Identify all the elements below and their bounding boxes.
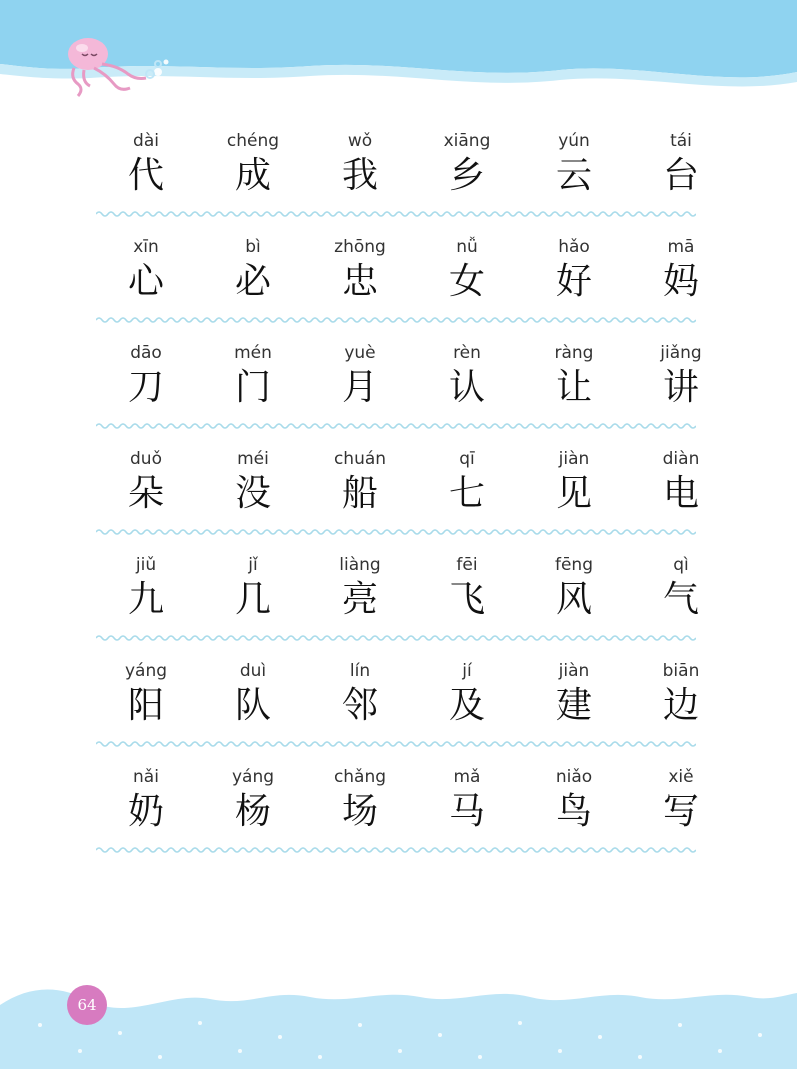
pinyin-label: rèn [453, 343, 481, 363]
pinyin-label: duì [239, 661, 267, 681]
character-row [96, 340, 702, 446]
hanzi-character: 气 [662, 579, 699, 620]
character-cell [631, 128, 731, 198]
character-cell [524, 128, 624, 198]
hanzi-character: 成 [234, 155, 271, 196]
hanzi-character: 七 [448, 473, 485, 514]
hanzi-character: 刀 [127, 367, 164, 408]
pinyin-label: yáng [124, 661, 168, 681]
character-cell [524, 340, 624, 410]
pinyin-label: hǎo [558, 237, 590, 257]
hanzi-character: 场 [341, 791, 378, 832]
pinyin-label: jiàn [558, 449, 590, 469]
character-cell [417, 128, 517, 198]
pinyin-label: qī [459, 449, 475, 469]
character-cell [96, 764, 196, 834]
hanzi-character: 阳 [127, 685, 164, 726]
character-cell [417, 658, 517, 728]
hanzi-character: 门 [234, 367, 271, 408]
character-cell [417, 340, 517, 410]
character-cell [96, 658, 196, 728]
character-row [96, 446, 700, 552]
pinyin-label: dài [133, 131, 159, 151]
character-cell [203, 446, 303, 516]
hanzi-character: 九 [127, 579, 164, 620]
character-cell [96, 128, 196, 198]
hanzi-character: 认 [448, 367, 485, 408]
hanzi-character: 没 [234, 473, 271, 514]
pinyin-label: xīn [133, 237, 159, 257]
character-cell [310, 658, 410, 728]
character-cell [203, 552, 303, 622]
character-cell [203, 234, 303, 304]
hanzi-character: 风 [555, 579, 592, 620]
character-cell [96, 552, 196, 622]
character-cell [310, 764, 410, 834]
character-cell [310, 446, 410, 516]
hanzi-character: 好 [555, 261, 592, 302]
character-row [96, 128, 699, 234]
character-row [96, 658, 700, 764]
pinyin-label: jiàn [558, 661, 590, 681]
hanzi-character: 杨 [234, 791, 271, 832]
pinyin-label: qì [673, 555, 689, 575]
character-cell [631, 446, 731, 516]
bottom-wave-decoration [0, 985, 797, 1069]
pinyin-label: mǎ [453, 767, 481, 787]
hanzi-character: 乡 [448, 155, 485, 196]
character-cell [524, 446, 624, 516]
hanzi-character: 忠 [341, 261, 378, 302]
hanzi-character: 奶 [127, 791, 164, 832]
pinyin-label: chǎng [333, 767, 387, 787]
hanzi-character: 女 [448, 261, 485, 302]
wavy-divider [96, 210, 696, 218]
character-cell [310, 552, 410, 622]
hanzi-character: 讲 [662, 367, 699, 408]
pinyin-label: nǚ [456, 237, 478, 257]
wavy-divider [96, 422, 696, 430]
character-cell [631, 658, 731, 728]
character-cell [417, 234, 517, 304]
pinyin-label: mén [234, 343, 272, 363]
pinyin-label: chéng [226, 131, 280, 151]
character-row [96, 552, 699, 658]
pinyin-label: xiě [668, 767, 694, 787]
jellyfish-icon [58, 30, 168, 100]
pinyin-label: jǐ [248, 555, 258, 575]
pinyin-label: ràng [554, 343, 594, 363]
pinyin-label: méi [237, 449, 269, 469]
character-cell [417, 764, 517, 834]
character-cell [631, 764, 731, 834]
pinyin-label: yuè [344, 343, 376, 363]
pinyin-label: yáng [231, 767, 275, 787]
pinyin-label: zhōng [334, 237, 386, 257]
character-cell [310, 340, 410, 410]
character-cell [310, 128, 410, 198]
character-cell [524, 658, 624, 728]
wavy-divider [96, 634, 696, 642]
hanzi-character: 让 [555, 367, 592, 408]
hanzi-character: 必 [234, 261, 271, 302]
pinyin-label: jiǎng [660, 343, 702, 363]
hanzi-character: 几 [234, 579, 271, 620]
character-cell [631, 234, 731, 304]
character-cell [631, 340, 731, 410]
hanzi-character: 及 [448, 685, 485, 726]
hanzi-character: 邻 [341, 685, 378, 726]
hanzi-character: 边 [662, 685, 699, 726]
character-cell [203, 128, 303, 198]
pinyin-label: liàng [339, 555, 381, 575]
hanzi-character: 代 [127, 155, 164, 196]
hanzi-character: 飞 [448, 579, 485, 620]
character-row [96, 764, 699, 870]
hanzi-character: 电 [662, 473, 699, 514]
character-cell [310, 234, 410, 304]
character-cell [203, 658, 303, 728]
wavy-divider [96, 316, 696, 324]
hanzi-character: 心 [127, 261, 164, 302]
character-cell [96, 340, 196, 410]
hanzi-character: 朵 [127, 473, 164, 514]
character-cell [96, 446, 196, 516]
pinyin-label: dāo [130, 343, 162, 363]
pinyin-label: jí [462, 661, 472, 681]
character-cell [417, 446, 517, 516]
pinyin-label: nǎi [133, 767, 159, 787]
character-cell [524, 552, 624, 622]
pinyin-label: chuán [333, 449, 387, 469]
pinyin-label: jiǔ [135, 555, 157, 575]
pinyin-label: mā [667, 237, 695, 257]
pinyin-label: diàn [662, 449, 700, 469]
character-cell [96, 234, 196, 304]
hanzi-character: 月 [341, 367, 378, 408]
pinyin-label: yún [558, 131, 590, 151]
pinyin-label: biān [662, 661, 700, 681]
pinyin-label: fēng [554, 555, 593, 575]
hanzi-character: 云 [555, 155, 592, 196]
hanzi-character: 写 [662, 791, 699, 832]
wavy-divider [96, 528, 696, 536]
pinyin-label: wǒ [347, 131, 373, 151]
hanzi-character: 台 [662, 155, 699, 196]
character-cell [203, 340, 303, 410]
hanzi-character: 我 [341, 155, 378, 196]
hanzi-character: 队 [234, 685, 271, 726]
pinyin-label: niǎo [555, 767, 593, 787]
character-cell [524, 764, 624, 834]
hanzi-character: 亮 [341, 579, 378, 620]
pinyin-label: bì [245, 237, 261, 257]
page-number: 64 [67, 985, 107, 1025]
character-grid [96, 128, 702, 870]
pinyin-label: lín [349, 661, 371, 681]
hanzi-character: 鸟 [555, 791, 592, 832]
wavy-divider [96, 846, 696, 854]
character-cell [203, 764, 303, 834]
pinyin-label: tái [670, 131, 692, 151]
pinyin-label: duǒ [130, 449, 162, 469]
hanzi-character: 见 [555, 473, 592, 514]
hanzi-character: 建 [555, 685, 592, 726]
character-cell [631, 552, 731, 622]
character-row [96, 234, 699, 340]
hanzi-character: 船 [341, 473, 378, 514]
pinyin-label: xiāng [443, 131, 491, 151]
pinyin-label: fēi [456, 555, 478, 575]
hanzi-character: 马 [448, 791, 485, 832]
character-cell [417, 552, 517, 622]
wavy-divider [96, 740, 696, 748]
character-cell [524, 234, 624, 304]
hanzi-character: 妈 [662, 261, 699, 302]
